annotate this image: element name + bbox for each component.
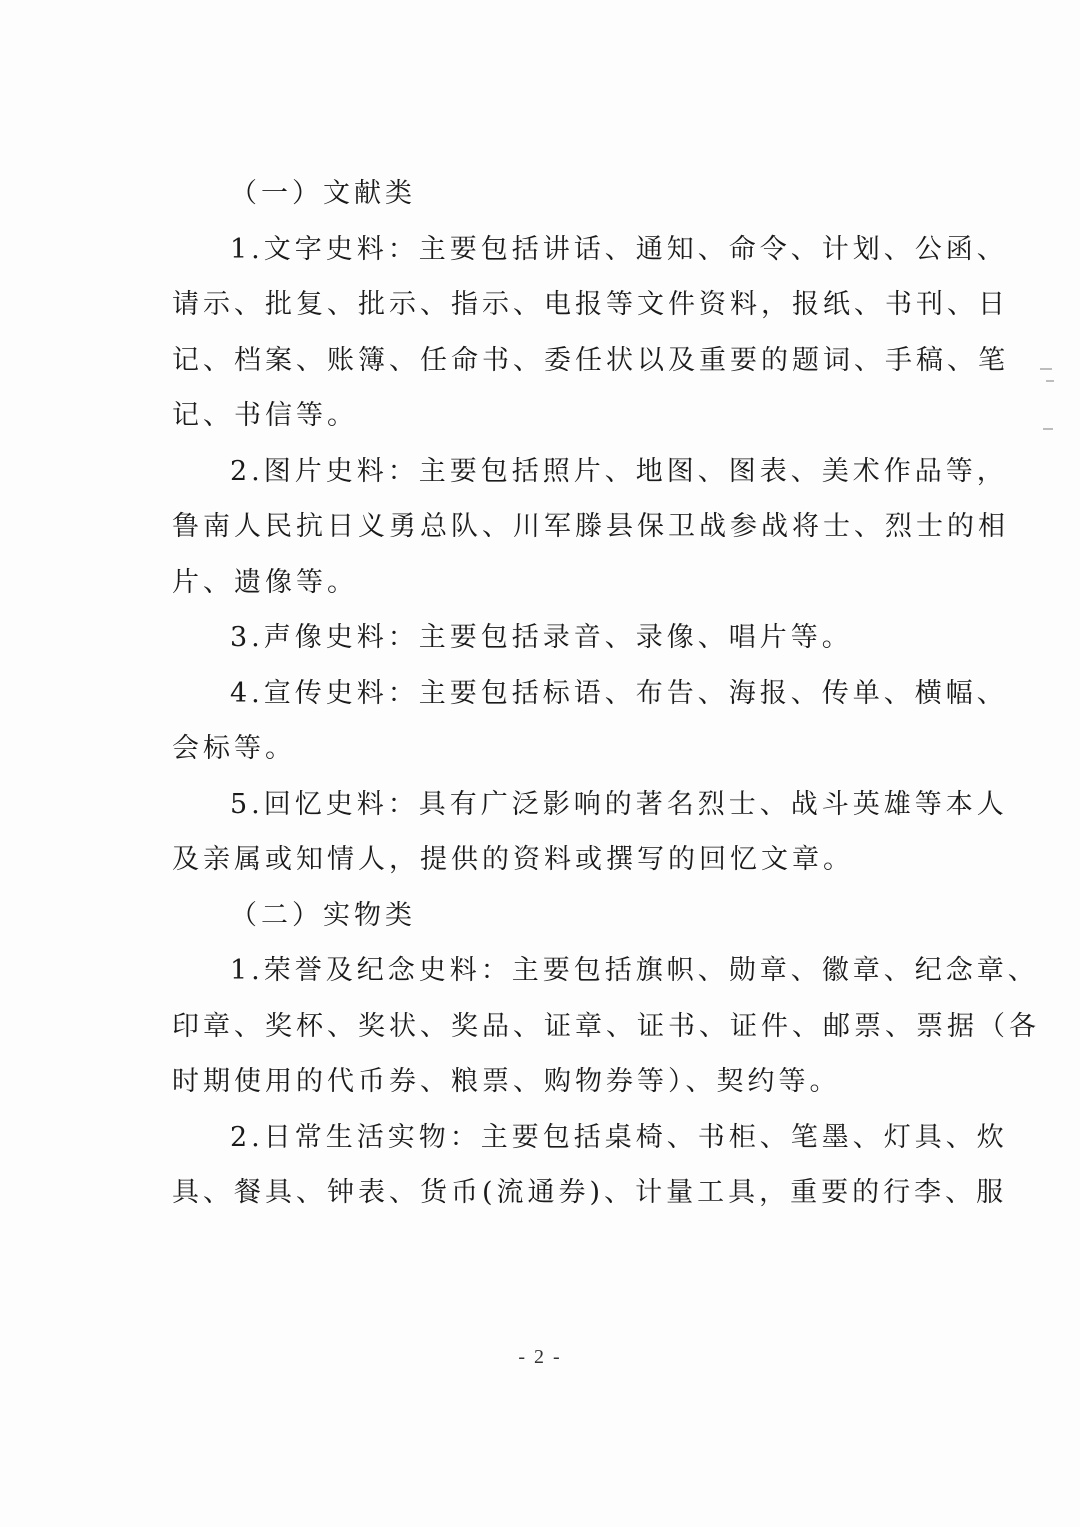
paragraph-line: 记、档案、账簿、任命书、委任状以及重要的题词、手稿、笔 [172, 344, 1009, 376]
section-heading-documents: （一）文献类 [230, 178, 416, 209]
paragraph-line: 印章、奖杯、奖状、奖品、证章、证书、证件、邮票、票据（各 [172, 1010, 1040, 1042]
paragraph-line: 1.文字史料：主要包括讲话、通知、命令、计划、公函、 [230, 233, 1008, 265]
paragraph-line: 5.回忆史料：具有广泛影响的著名烈士、战斗英雄等本人 [230, 788, 1008, 820]
paragraph-line: 记、书信等。 [172, 400, 358, 431]
paragraph-line: 2.日常生活实物：主要包括桌椅、书柜、笔墨、灯具、炊 [230, 1121, 1008, 1153]
paragraph-line: 及亲属或知情人，提供的资料或撰写的回忆文章。 [172, 844, 854, 875]
scan-speck [1043, 428, 1053, 430]
paragraph-line: 具、餐具、钟表、货币(流通券)、计量工具，重要的行李、服 [172, 1177, 1008, 1208]
document-body [172, 166, 1040, 1221]
section-heading-objects: （二）实物类 [230, 899, 416, 931]
scan-speck [1046, 380, 1054, 382]
paragraph-line: 片、遗像等。 [172, 566, 358, 598]
scan-speck [1040, 368, 1052, 370]
paragraph-line: 时期使用的代币券、粮票、购物券等）、契约等。 [172, 1066, 841, 1097]
paragraph-line: 鲁南人民抗日义勇总队、川军滕县保卫战参战将士、烈士的相 [172, 511, 1009, 542]
page-number: - 2 - [518, 1346, 562, 1368]
paragraph-line: 请示、批复、批示、指示、电报等文件资料，报纸、书刊、日 [172, 289, 1009, 320]
paragraph-line: 1.荣誉及纪念史料：主要包括旗帜、勋章、徽章、纪念章、 [230, 955, 1039, 986]
paragraph-line: 3.声像史料：主要包括录音、录像、唱片等。 [230, 622, 853, 653]
paragraph-line: 4.宣传史料：主要包括标语、布告、海报、传单、横幅、 [230, 677, 1008, 709]
paragraph-line: 2.图片史料：主要包括照片、地图、图表、美术作品等， [230, 455, 1008, 487]
paragraph-line: 会标等。 [172, 733, 296, 764]
